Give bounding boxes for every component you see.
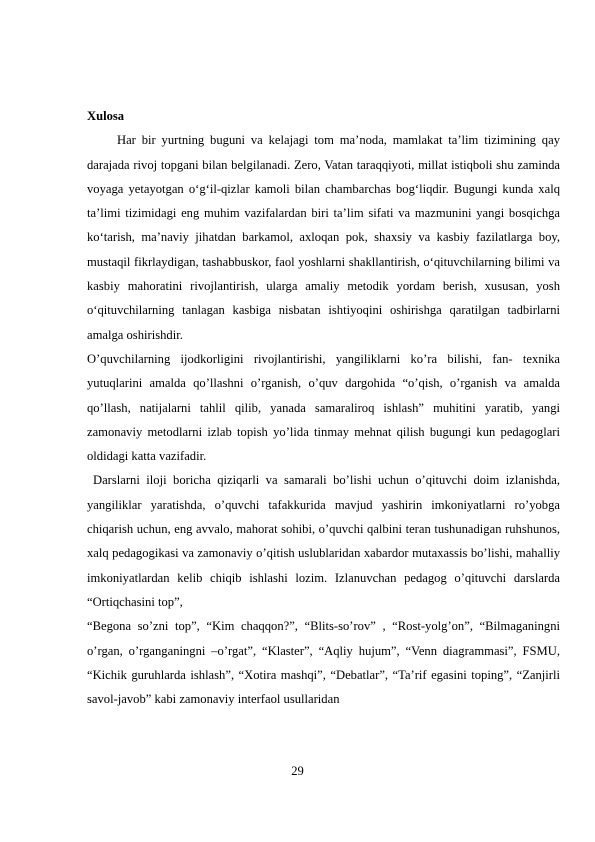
paragraph-methods: “Begona so’zni top”, “Kim chaqqon?”, “Blits-so’rov” , “Rost-yolg’on”, “Bilmaganingni o’rgan, o’rganganingni –o’rgat”, “Klaster”, “Aqliy hujum”, “Venn diagrammasi”, FSMU, “Kichik guruhlarda ishlash”, “Xotira mashqi”, “Debatlar”, “Ta’rif egasini toping”, “Zanjirli savol-javob” kabi zamonaviy interfaol usullaridan — [87, 619, 560, 707]
page-number: 29 — [291, 764, 304, 778]
paragraph-creativity: O’quvchilarning ijodkorligini rivojlantirishi, yangiliklarni ko’ra bilishi, fan- texnika yutuqlarini amalda qo’llashni o’rganish, o’quv dargohida “o’qish, o’rganish va amalda qo’llash, natijalarni tahlil qilib, yanada samaraliroq ishlash” muhitini yaratib, yangi zamonaviy metodlarni izlab topish yo’lida tinmay mehnat qilish bugungi kun pedagoglari oldidagi katta vazifadir. — [87, 351, 560, 464]
paragraph-intro: Har bir yurtning buguni va kelajagi tom ma’noda, mamlakat ta’lim tizimining qay darajada rivoj topgani bilan belgilanadi. Zero, Vatan taraqqiyoti, millat istiqboli shu zaminda voyaga yetayotgan o‘g‘il-qizlar kamoli bilan chambarchas bog‘liqdir. Bugungi kunda xalq ta’limi tizimidagi eng muhim vazifalardan biri ta’lim sifati va mazmunini yangi bosqichga ko‘tarish, ma’naviy jihatdan barkamol, axloqan pok, shaxsiy va kasbiy fazilatlarga boy, mustaqil fikrlaydigan, tashabbuskor, faol yoshlarni shakllantirish, o‘qituvchilarning bilimi va kasbiy mahoratini rivojlantirish, ularga amaliy metodik yordam berish, xususan, yosh o‘qituvchilarning tanlagan kasbiga nisbatan ishtiyoqini oshirishga qaratilgan tadbirlarni amalga oshirishdir. — [87, 133, 560, 342]
paragraph-lessons: Darslarni iloji boricha qiziqarli va samarali bo’lishi uchun o’qituvchi doim izlanishda, yangiliklar yaratishda, o’quvchi tafakkurida mavjud yashirin imkoniyatlarni ro’yobga chiqarish uchun, eng avvalo, mahorat sohibi, o’quvchi qalbini teran tushunadigan ruhshunos, xalq pedagogikasi va zamonaviy o’qitish uslublaridan xabardor mutaxassis bo’lishi, mahalliy imkoniyatlardan kelib chiqib ishlashi lozim. Izlanuvchan pedagog o’qituvchi darslarda “Ortiqchasini top”, — [87, 473, 560, 609]
section-heading: Xulosa — [87, 109, 125, 123]
document-body — [87, 104, 560, 711]
